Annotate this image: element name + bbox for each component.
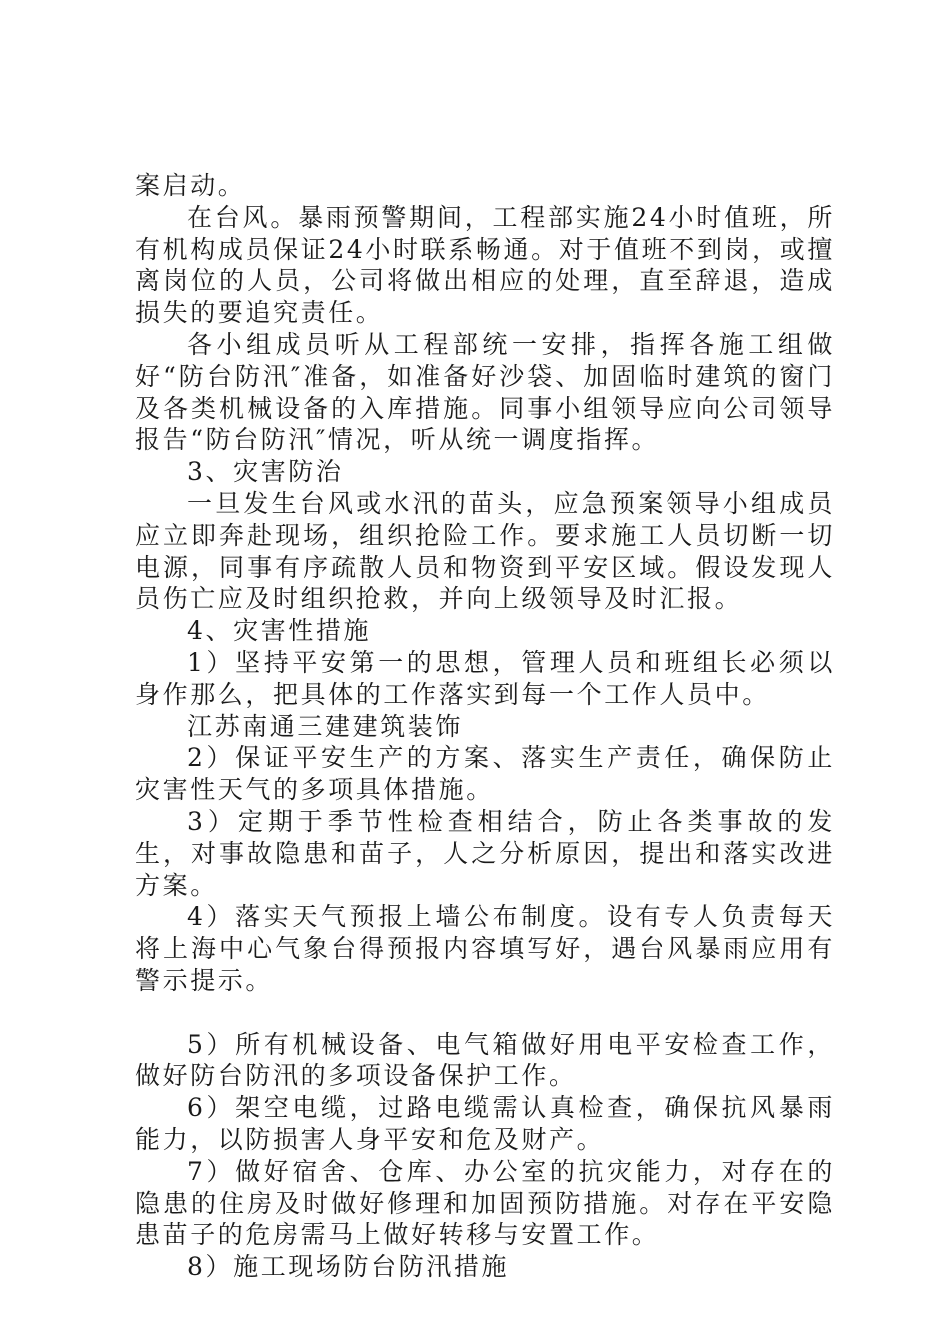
blank-line [135,997,835,1029]
list-item: 2）保证平安生产的方案、落实生产责任，确保防止灾害性天气的多项具体措施。 [135,743,835,805]
paragraph: 一旦发生台风或水汛的苗头，应急预案领导小组成员应立即奔赴现场，组织抢险工作。要求施工人员切断一切电源，同事有序疏散人员和物资到平安区域。假设发现人员伤亡应及时组织抢救，并向上级领导及时汇报。 [135,488,835,614]
list-item: 7）做好宿舍、仓库、办公室的抗灾能力，对存在的隐患的住房及时做好修理和加固预防措施。对存在平安隐患苗子的危房需马上做好转移与安置工作。 [135,1156,835,1250]
paragraph: 案启动。 [135,171,246,200]
list-item: 1）坚持平安第一的思想，管理人员和班组长必须以身作那么，把具体的工作落实到每一个工作人员中。 [135,647,835,709]
paragraph: 在台风。暴雨预警期间，工程部实施24小时值班，所有机构成员保证24小时联系畅通。对于值班不到岗，或擅离岗位的人员，公司将做出相应的处理，直至辞退，造成损失的要追究责任。 [135,202,835,328]
list-item: 3）定期于季节性检查相结合，防止各类事故的发生，对事故隐患和苗子，人之分析原因，提出和落实改进方案。 [135,806,835,900]
list-item: 4）落实天气预报上墙公布制度。设有专人负责每天将上海中心气象台得预报内容填写好，遇台风暴雨应用有警示提示。 [135,902,835,995]
section-heading: 3、灾害防治 [187,457,344,487]
list-item: 5）所有机械设备、电气箱做好用电平安检查工作，做好防台防汛的多项设备保护工作。 [135,1029,835,1091]
list-item: 6）架空电缆，过路电缆需认真检查，确保抗风暴雨能力，以防损害人身平安和危及财产。 [135,1093,835,1154]
document-body [135,170,835,1283]
list-item: 8）施工现场防台防汛措施 [187,1252,510,1282]
section-heading: 4、灾害性措施 [187,616,372,646]
paragraph: 各小组成员听从工程部统一安排，指挥各施工组做好“防台防汛″准备，如准备好沙袋、加固临时建筑的窗门及各类机械设备的入库措施。同事小组领导应向公司领导报告“防台防汛″情况，听从统一调度指挥。 [135,329,835,455]
watermark-line: 江苏南通三建建筑装饰 [187,711,464,741]
